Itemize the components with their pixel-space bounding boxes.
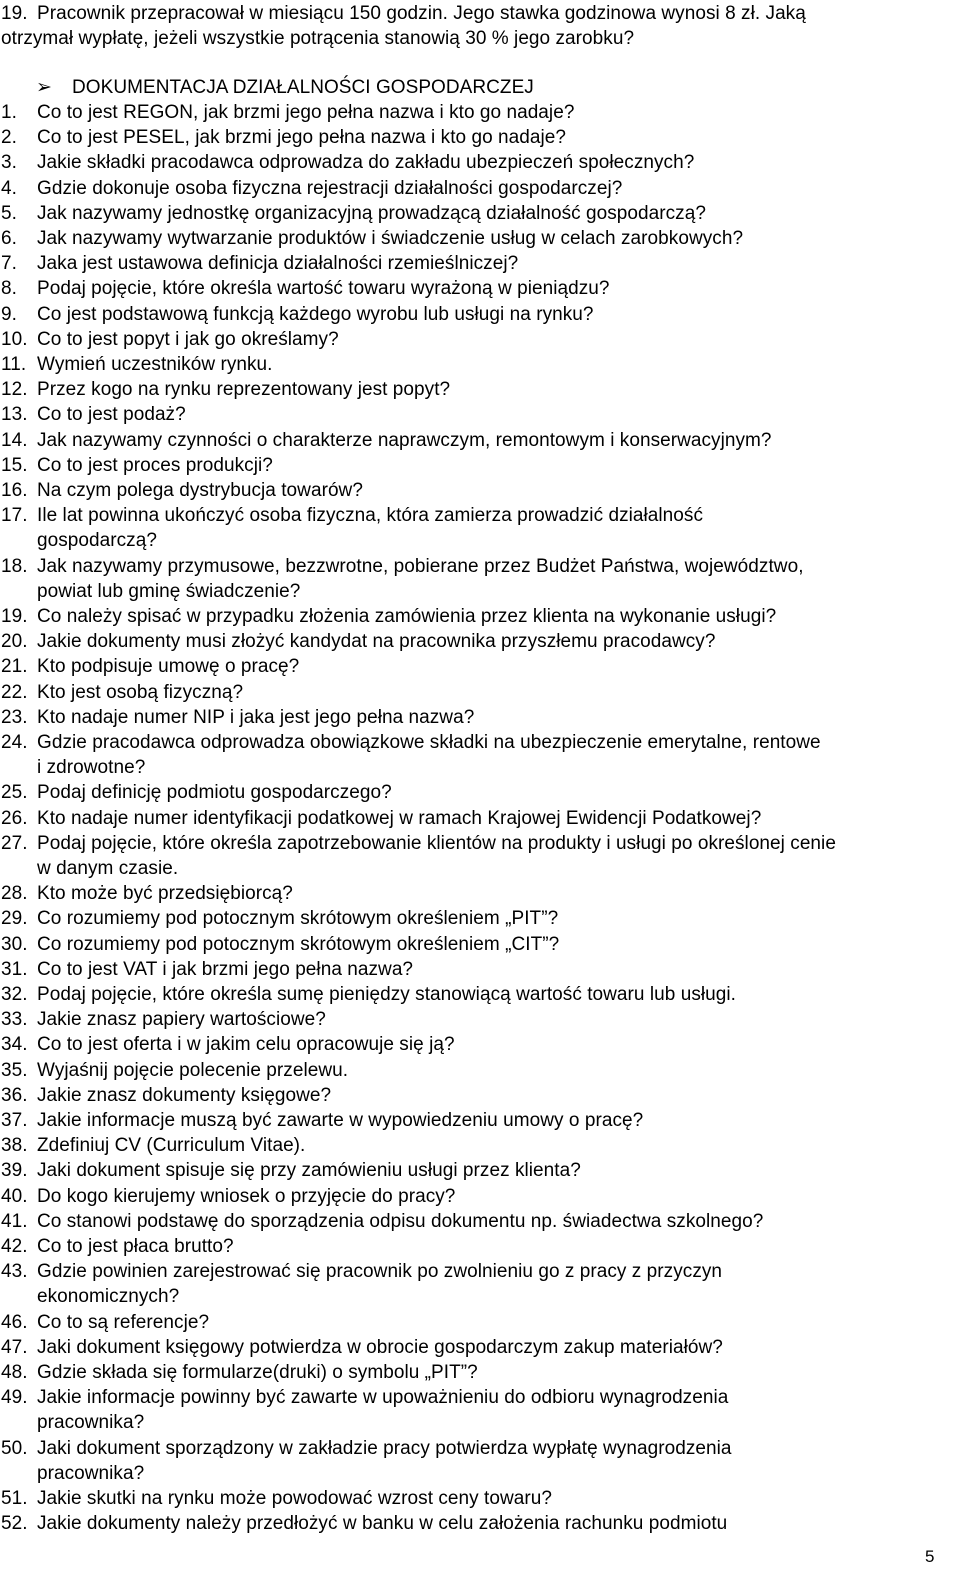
question-text: Wyjaśnij pojęcie polecenie przelewu.	[37, 1059, 349, 1081]
question-number: 2.	[1, 127, 17, 149]
question-number: 8.	[1, 278, 17, 300]
question-text-continuation: ekonomicznych?	[37, 1286, 180, 1308]
question-text: Na czym polega dystrybucja towarów?	[37, 480, 363, 501]
question-text: Jaki dokument sporządzony w zakładzie pracy potwierdza wypłatę wynagrodzenia	[37, 1437, 732, 1459]
question-number: 6.	[1, 228, 17, 249]
question-text: Co jest podstawową funkcją każdego wyrobu lub usługi na rynku?	[37, 303, 594, 325]
question-text: Jak nazywamy jednostkę organizacyjną prowadzącą działalność gospodarczą?	[37, 202, 706, 224]
question-number: 28.	[1, 883, 28, 905]
question-number: 33.	[1, 1009, 28, 1031]
question-number: 19.	[1, 606, 28, 627]
question-number: 5.	[1, 202, 17, 224]
question-text: Kto nadaje numer NIP i jaka jest jego pełna nazwa?	[37, 706, 475, 728]
question-number: 4.	[1, 177, 17, 199]
question-number: 13.	[1, 404, 28, 426]
question-number: 52.	[1, 1513, 28, 1535]
question-number: 9.	[1, 303, 17, 325]
question-number: 42.	[1, 1236, 28, 1257]
question-text: Gdzie pracodawca odprowadza obowiązkowe składki na ubezpieczenie emerytalne, rentowe	[37, 732, 821, 753]
question-number: 16.	[1, 480, 28, 501]
question-number: 31.	[1, 958, 28, 980]
question-text: Ile lat powinna ukończyć osoba fizyczna, która zamierza prowadzić działalność	[37, 505, 704, 527]
question-number: 25.	[1, 782, 28, 804]
question-text: Co to jest płaca brutto?	[37, 1236, 234, 1257]
question-text: Co to jest podaż?	[37, 404, 186, 426]
question-text: Jakie informacje muszą być zawarte w wypowiedzeniu umowy o pracę?	[37, 1110, 644, 1131]
question-text: Jakie skutki na rynku może powodować wzrost ceny towaru?	[37, 1488, 552, 1509]
question-number: 39.	[1, 1160, 28, 1182]
question-number: 47.	[1, 1336, 28, 1358]
question-number: 46.	[1, 1311, 28, 1333]
question-number: 22.	[1, 681, 28, 703]
question-text: Jakie składki pracodawca odprowadza do zakładu ubezpieczeń społecznych?	[37, 152, 695, 174]
question-number: 43.	[1, 1261, 28, 1283]
question-text: Zdefiniuj CV (Curriculum Vitae).	[37, 1135, 306, 1157]
question-number: 21.	[1, 656, 28, 678]
question-number: 11.	[1, 354, 27, 375]
question-text: Wymień uczestników rynku.	[37, 354, 273, 375]
question-number: 12.	[1, 379, 28, 401]
question-text: Jaki dokument spisuje się przy zamówieniu usługi przez klienta?	[37, 1160, 581, 1182]
question-number: 29.	[1, 908, 28, 930]
question-text: Co to jest oferta i w jakim celu opracowuje się ją?	[37, 1034, 455, 1056]
question-text: Jakie dokumenty należy przedłożyć w banku w celu założenia rachunku podmiotu	[37, 1513, 728, 1535]
page-number: 5	[925, 1547, 935, 1566]
question-text: Co to jest PESEL, jak brzmi jego pełna nazwa i kto go nadaje?	[37, 127, 567, 149]
question-number: 26.	[1, 807, 28, 829]
question-number: 19.	[1, 3, 28, 24]
question-number: 10.	[1, 328, 28, 350]
question-text-continuation: pracownika?	[37, 1412, 145, 1434]
question-number: 17.	[1, 505, 28, 527]
question-text: Podaj definicję podmiotu gospodarczego?	[37, 782, 392, 804]
question-text-continuation: pracownika?	[37, 1462, 145, 1484]
question-text: Co to jest VAT i jak brzmi jego pełna nazwa?	[37, 958, 414, 980]
question-number: 50.	[1, 1437, 28, 1459]
question-number: 35.	[1, 1059, 28, 1081]
question-number: 23.	[1, 706, 28, 728]
question-number: 32.	[1, 984, 28, 1005]
question-text: Co to jest proces produkcji?	[37, 454, 273, 476]
question-text: Jaki dokument księgowy potwierdza w obrocie gospodarczym zakup materiałów?	[37, 1336, 723, 1358]
question-number: 24.	[1, 732, 28, 753]
question-number: 36.	[1, 1084, 28, 1106]
question-text: Gdzie składa się formularze(druki) o symbolu „PIT”?	[37, 1362, 478, 1383]
question-text: Kto nadaje numer identyfikacji podatkowej w ramach Krajowej Ewidencji Podatkowej?	[37, 807, 762, 829]
question-text: Co to jest popyt i jak go określamy?	[37, 328, 339, 350]
question-text-continuation: otrzymał wypłatę, jeżeli wszystkie potrącenia stanowią 30 % jego zarobku?	[1, 28, 635, 49]
question-text: Gdzie powinien zarejestrować się pracownik po zwolnieniu go z pracy z przyczyn	[37, 1261, 723, 1283]
question-text: Jakie znasz dokumenty księgowe?	[37, 1084, 332, 1106]
question-text: Jakie znasz papiery wartościowe?	[37, 1009, 326, 1031]
question-text: Jaka jest ustawowa definicja działalności rzemieślniczej?	[37, 253, 519, 275]
arrowhead-bullet-icon: ➢	[36, 77, 52, 98]
question-text: Jakie dokumenty musi złożyć kandydat na pracownika przyszłemu pracodawcy?	[37, 631, 716, 653]
question-text: Jak nazywamy czynności o charakterze naprawczym, remontowym i konserwacyjnym?	[37, 429, 772, 451]
question-number: 1.	[1, 102, 17, 123]
question-text: Jak nazywamy wytwarzanie produktów i świadczenie usług w celach zarobkowych?	[37, 228, 744, 249]
question-text: Co stanowi podstawę do sporządzenia odpisu dokumentu np. świadectwa szkolnego?	[37, 1210, 764, 1232]
question-number: 20.	[1, 631, 28, 653]
question-number: 41.	[1, 1210, 28, 1232]
question-text: Jakie informacje powinny być zawarte w upoważnieniu do odbioru wynagrodzenia	[37, 1387, 729, 1409]
question-text: Pracownik przepracował w miesiącu 150 godzin. Jego stawka godzinowa wynosi 8 zł. Jaką	[37, 3, 806, 24]
question-number: 49.	[1, 1387, 28, 1409]
question-text: Podaj pojęcie, które określa wartość towaru wyrażoną w pieniądzu?	[37, 278, 610, 300]
question-text-continuation: i zdrowotne?	[37, 757, 146, 779]
question-number: 38.	[1, 1135, 28, 1157]
question-text: Co rozumiemy pod potocznym skrótowym określeniem „PIT”?	[37, 908, 559, 930]
section-title: DOKUMENTACJA DZIAŁALNOŚCI GOSPODARCZEJ	[72, 77, 534, 98]
question-number: 40.	[1, 1185, 28, 1207]
question-number: 15.	[1, 454, 28, 476]
question-text: Przez kogo na rynku reprezentowany jest popyt?	[37, 379, 451, 401]
question-text-continuation: w danym czasie.	[37, 858, 179, 879]
question-number: 3.	[1, 152, 17, 174]
question-text: Podaj pojęcie, które określa zapotrzebowanie klientów na produkty i usługi po określonej cenie	[37, 832, 836, 854]
question-text: Kto jest osobą fizyczną?	[37, 681, 244, 703]
question-number: 14.	[1, 429, 28, 451]
question-text: Do kogo kierujemy wniosek o przyjęcie do pracy?	[37, 1185, 456, 1207]
question-number: 34.	[1, 1034, 28, 1056]
question-text: Co rozumiemy pod potocznym skrótowym określeniem „CIT”?	[37, 933, 560, 955]
question-text: Jak nazywamy przymusowe, bezzwrotne, pobierane przez Budżet Państwa, województwo,	[37, 555, 804, 577]
question-number: 7.	[1, 253, 17, 275]
question-number: 51.	[1, 1488, 28, 1509]
question-text: Gdzie dokonuje osoba fizyczna rejestracji działalności gospodarczej?	[37, 177, 623, 199]
question-number: 48.	[1, 1362, 28, 1383]
question-text: Co to są referencje?	[37, 1311, 210, 1333]
question-text: Co to jest REGON, jak brzmi jego pełna nazwa i kto go nadaje?	[37, 102, 575, 123]
question-text: Co należy spisać w przypadku złożenia zamówienia przez klienta na wykonanie usługi?	[37, 606, 777, 627]
question-text-continuation: gospodarczą?	[37, 530, 157, 552]
question-number: 30.	[1, 933, 28, 955]
question-text: Kto może być przedsiębiorcą?	[37, 883, 293, 905]
question-text: Podaj pojęcie, które określa sumę pieniędzy stanowiącą wartość towaru lub usługi.	[37, 984, 736, 1005]
question-text-continuation: powiat lub gminę świadczenie?	[37, 580, 301, 602]
question-number: 18.	[1, 555, 28, 577]
question-text: Kto podpisuje umowę o pracę?	[37, 656, 300, 678]
question-number: 37.	[1, 1110, 28, 1131]
question-number: 27.	[1, 832, 28, 854]
